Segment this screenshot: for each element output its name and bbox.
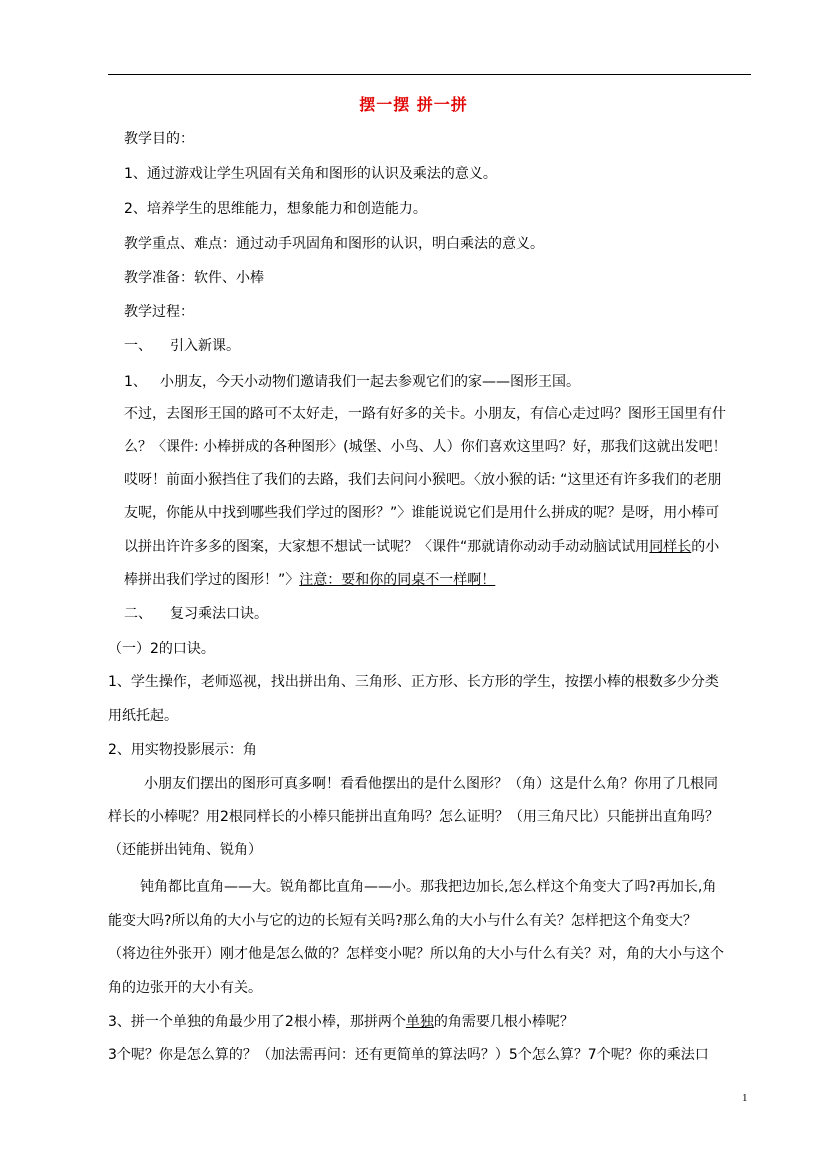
section-2-number: 二、: [124, 606, 152, 622]
preparation: 教学准备：软件、小棒: [124, 270, 264, 286]
paragraph-1-line-6: [124, 538, 719, 556]
paragraph-1-line-7-start: 棒拼出我们学过的图形！”〉: [124, 572, 300, 588]
page-title: 摆一摆 拼一拼: [359, 95, 468, 114]
objective-1: 1、通过游戏让学生巩固有关角和图形的认识及乘法的意义。: [124, 166, 497, 182]
item-1-line-2: 用纸托起。: [108, 708, 178, 724]
item-3-line-2: 3个呢？你是怎么算的？（加法需再问：还有更简单的算法吗？）5个怎么算？7个呢？你的乘法口: [108, 1047, 709, 1063]
header-rule: [108, 74, 751, 75]
paragraph-1-line-3: 么？〈课件: 小棒拼成的各种图形〉(城堡、小鸟、人）你们喜欢这里吗？好，那我们这就出发吧！: [124, 439, 727, 455]
paragraph-1-line-1: 小朋友，今天小动物们邀请我们一起去参观它们的家——图形王国。: [160, 374, 580, 390]
item-2: 2、用实物投影展示：角: [108, 742, 257, 758]
paragraph-1-line-7: [124, 571, 495, 589]
paragraph-1-number: 1、: [124, 374, 147, 390]
paragraph-3-line-3: （将边往外张开）刚才他是怎么做的？怎样变小呢？所以角的大小与什么有关？对，角的大小与这个: [108, 946, 724, 962]
objective-2: 2、培养学生的思维能力，想象能力和创造能力。: [124, 201, 427, 217]
page-number: 1: [742, 1092, 748, 1104]
paragraph-2-line-3: （还能拼出钝角、锐角）: [108, 842, 262, 858]
objectives-heading: 教学目的：: [124, 131, 194, 147]
paragraph-3-line-1: 钝角都比直角——大。锐角都比直角——小。那我把边加长,怎么样这个角变大了吗?再加长,角: [140, 879, 717, 895]
item-1-line-1: 1、学生操作，老师巡视，找出拼出角、三角形、正方形、长方形的学生，按摆小棒的根数多少分类: [108, 674, 719, 690]
underlined-note: 注意：要和你的同桌不一样啊！: [299, 572, 496, 588]
subsection-1: （一）2的口诀。: [108, 641, 215, 657]
section-2-title: 复习乘法口诀。: [170, 606, 268, 622]
paragraph-1-line-2: 不过，去图形王国的路可不太好走，一路有好多的关卡。小朋友，有信心走过吗？图形王国里有什: [124, 406, 726, 422]
key-points: 教学重点、难点：通过动手巩固角和图形的认识，明白乘法的意义。: [124, 236, 544, 252]
item-3-line-1-end: 的角需要几根小棒呢？: [433, 1014, 574, 1030]
paragraph-1-line-4: 哎呀！前面小猴挡住了我们的去路，我们去问问小猴吧。〈放小猴的话: “这里还有许多我们的老朋: [124, 472, 722, 488]
paragraph-3-line-2: 能变大吗?所以角的大小与它的边的长短有关吗?那么角的大小与什么有关？怎样把这个角变大？: [108, 913, 697, 929]
section-1-number: 一、: [124, 338, 152, 354]
paragraph-2-line-2: 样长的小棒呢？用2根同样长的小棒只能拼出直角吗？怎么证明？（用三角尺比）只能拼出直角吗？: [108, 809, 719, 825]
item-3-line-1: [108, 1013, 574, 1031]
paragraph-3-line-4: 角的边张开的大小有关。: [108, 980, 262, 996]
process-heading: 教学过程：: [124, 304, 194, 320]
section-1-title: 引入新课。: [170, 338, 240, 354]
paragraph-1-line-6-end: 的小: [691, 539, 720, 555]
paragraph-1-line-6-start: 以拼出许许多多的图案，大家想不想试一试呢？〈课件“那就请你动动手动动脑试试用: [124, 539, 650, 555]
underlined-single: 单独: [405, 1014, 434, 1030]
underlined-same-length: 同样长: [649, 539, 692, 555]
item-3-line-1-start: 3、拼一个单独的角最少用了2根小棒，那拼两个: [108, 1014, 406, 1030]
paragraph-1-line-5: 友呢，你能从中找到哪些我们学过的图形？”〉谁能说说它们是用什么拼成的呢？是呀，用小棒可: [124, 505, 720, 521]
paragraph-2-line-1: 小朋友们摆出的图形可真多啊！看看他摆出的是什么图形？（角）这是什么角？你用了几根同: [144, 776, 718, 792]
